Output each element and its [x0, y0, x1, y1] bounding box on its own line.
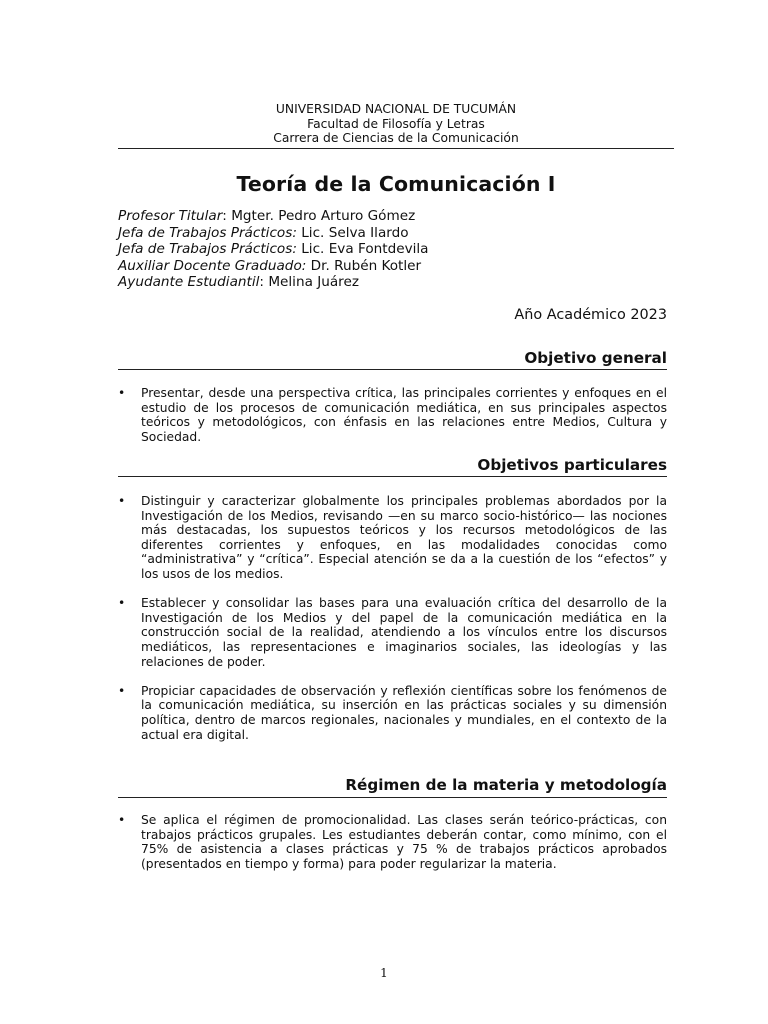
list-item-text: Propiciar capacidades de observación y reflexión científicas sobre los fenómenos de la comunicación mediática, su inserción en las prácticas sociales y su dimensión política, dentro de marcos regionales, nacionales y mundiales, en el contexto de la actual era digital. [141, 683, 667, 742]
staff-row [118, 208, 678, 225]
staff-name: Mgter. Pedro Arturo Gómez [231, 208, 416, 224]
staff-row [118, 274, 678, 291]
staff-role: Auxiliar Docente Graduado: [118, 257, 307, 274]
bullet-icon: • [118, 386, 126, 400]
staff-name: Melina Juárez [268, 274, 359, 291]
staff-row [118, 258, 678, 275]
list-item-text: Se aplica el régimen de promocionalidad. Las clases serán teórico-prácticas, con trabajos prácticos grupales. Les estudiantes deberán contar, como mínimo, con el 75% de asistencia a clases prácticas y 75 % de trabajos prácticos aprobados (presentados en tiempo y forma) para poder regularizar la materia. [141, 813, 667, 871]
staff-list [118, 208, 678, 291]
section-heading-regime: Régimen de la materia y metodología [345, 776, 667, 794]
staff-role: Ayudante Estudiantil [118, 274, 260, 291]
list-item-text: Distinguir y caracterizar globalmente los principales problemas abordados por la Investigación de los Medios, revisando —en su marco socio-histórico— las nociones más destacadas, los supuestos teóricos y los recursos metodológicos de las diferentes corrientes y enfoques, en las modalidades conocidas como “administrativa” y “crítica”. Especial atención se da a la cuestión de los “efectos” y los usos de los medios. [141, 494, 667, 581]
list-item [118, 494, 667, 582]
staff-row [118, 225, 678, 242]
bullet-icon: • [118, 813, 126, 827]
staff-name: Lic. Eva Fontdevila [301, 241, 429, 258]
section-divider [118, 797, 667, 798]
staff-role: Jefa de Trabajos Prácticos: [118, 241, 297, 258]
university-name: UNIVERSIDAD NACIONAL DE TUCUMÁN [275, 102, 517, 116]
list-item [118, 386, 667, 444]
regime-list [118, 813, 667, 886]
academic-year: Año Académico 2023 [514, 307, 667, 323]
general-objectives-list [118, 386, 667, 459]
particular-objectives-list [118, 494, 667, 757]
career-name: Carrera de Ciencias de la Comunicación [273, 131, 519, 146]
bullet-icon: • [118, 596, 126, 611]
faculty-name: Facultad de Filosofía y Letras [307, 116, 485, 131]
list-item-text: Presentar, desde una perspectiva crítica, las principales corrientes y enfoques en el estudio de los procesos de comunicación mediática, en sus principales aspectos teóricos y metodológicos, con énfasis en las relaciones entre Medios, Cultura y Sociedad. [141, 386, 667, 444]
bullet-icon: • [118, 494, 126, 508]
list-item [118, 684, 667, 742]
section-heading-particular: Objetivos particulares [477, 456, 667, 474]
list-item [118, 813, 667, 871]
course-title: Teoría de la Comunicación I [236, 172, 556, 196]
staff-name: Dr. Rubén Kotler [310, 257, 422, 274]
institution-header [118, 102, 674, 146]
section-divider [118, 369, 667, 370]
list-item-text: Establecer y consolidar las bases para una evaluación crítica del desarrollo de la Investigación de los Medios y del papel de la comunicación mediática en la construcción social de la realidad, atendiendo a los vínculos entre los discursos mediáticos, las representaciones e imaginarios sociales, las ideologías y las relaciones de poder. [141, 596, 667, 669]
staff-role: Jefa de Trabajos Prácticos: [118, 224, 297, 241]
page-number: 1 [380, 966, 388, 980]
header-divider [118, 148, 674, 149]
staff-role: Profesor Titular [118, 208, 223, 224]
staff-name: Lic. Selva Ilardo [301, 224, 409, 241]
list-item [118, 596, 667, 669]
section-heading-general: Objetivo general [524, 349, 667, 367]
staff-row [118, 241, 678, 258]
section-divider [118, 476, 667, 477]
staff-separator: : [222, 208, 232, 224]
bullet-icon: • [118, 683, 126, 698]
staff-separator: : [259, 274, 269, 291]
